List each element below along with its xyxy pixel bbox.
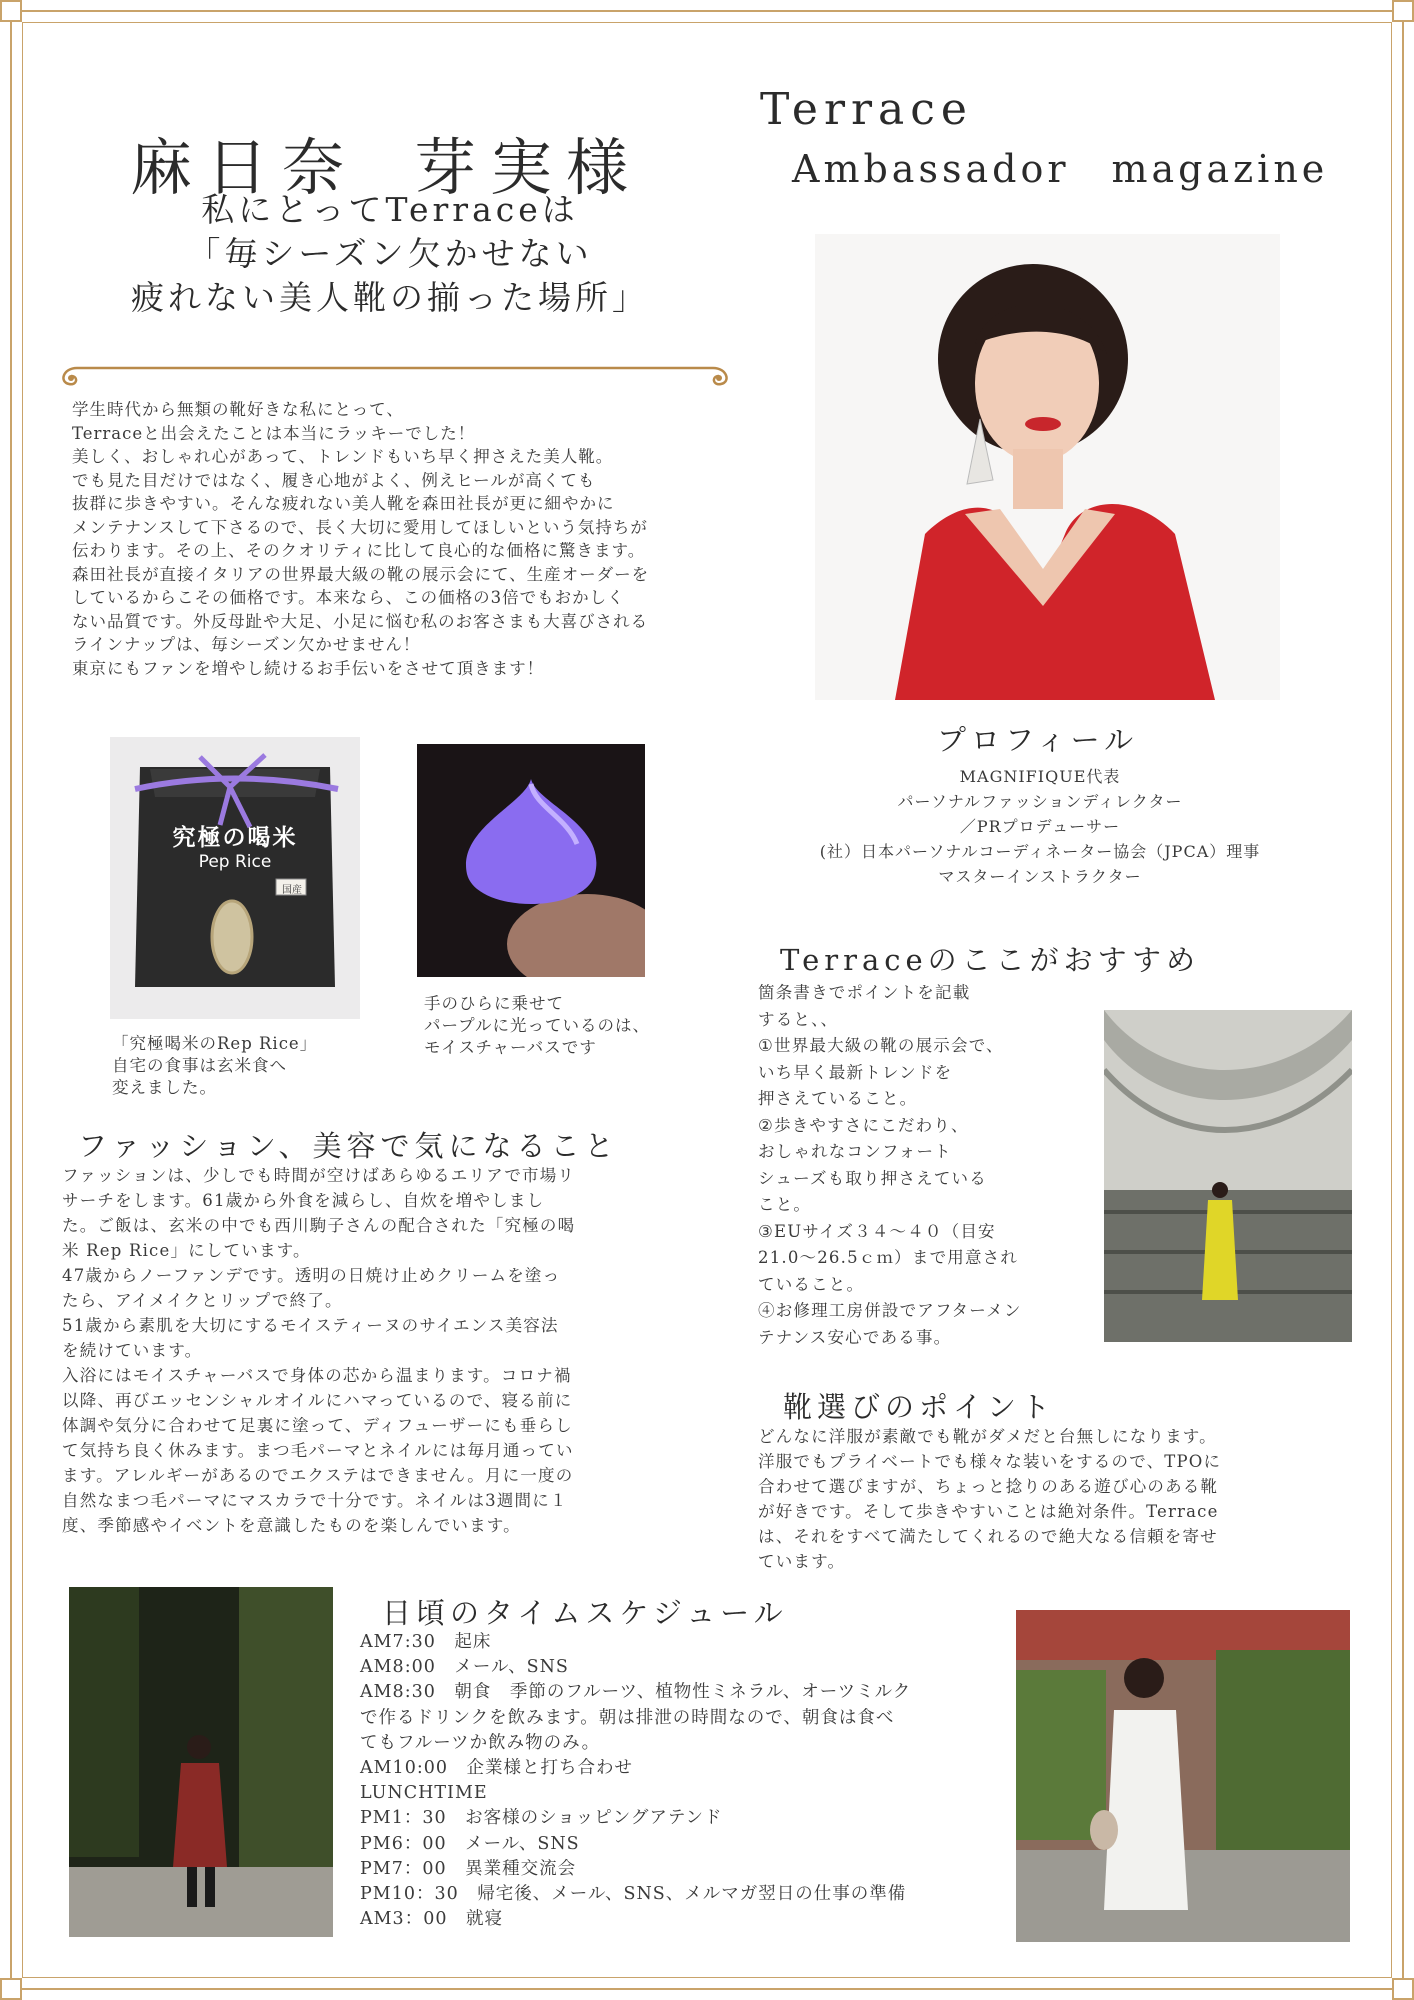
schedule-item: AM8:30 朝食 季節のフルーツ、植物性ミネラル、オーツミルク で作るドリンクを飲みます。朝は排泄の時間なので、朝食は食べ てもフルーツか飲み物のみ。 [360, 1682, 912, 1753]
tagline-line: 「毎シーズン欠かせない [187, 234, 593, 273]
tagline-line: 疲れない美人靴の揃った場所」 [131, 278, 649, 317]
rice-package-subtitle: Pep Rice [198, 852, 272, 872]
forum-building-photo [1104, 1010, 1352, 1342]
magazine-title: Terrace [760, 84, 973, 135]
shoes-text: どんなに洋服が素敵でも靴がダメだと台無しになります。 洋服でもプライベートでも様々な装いをするので、TPOに 合わせて選びますが、ちょっと捻りのある遊び心のある靴 が好きです。そして歩きやすいことは絶対条件。Terrace は、それをすべて満たしてくれるので絶大なる信頼を寄せ ています。 [758, 1427, 1222, 1571]
corner-ornament [1392, 1978, 1414, 2000]
intro-text: 学生時代から無類の靴好きな私にとって、 Terraceと出会えたことは本当にラッキーでした！ 美しく、おしゃれ心があって、トレンドもいち早く押さえた美人靴。 でも見た目だけではなく、履き心地がよく、例えヒールが高くても 抜群に歩きやすい。そんな疲れない美人靴を森田社長が更に細やかに メンテナンスして下さるので、長く大切に愛用してほしいという気持ちが 伝わります。その上、そのクオリティに比して良心的な価格に驚きます。 森田社長が直接イタリアの世界最大級の靴の展示会にて、生産オーダーを しているからこその価格です。本来なら、この価格の3倍でもおかしく ない品質です。外反母趾や大足、小足に悩む私のお客さまも大喜びされる ラインナップは、毎シーズン欠かせません！ 東京にもファンを増やし続けるお手伝いをさせて頂きます！ [72, 400, 650, 678]
corner-ornament [0, 0, 22, 22]
schedule-item: PM1：30 お客様のショッピングアテンド [360, 1808, 723, 1829]
recommend-text: 箇条書きでポイントを記載 すると、、 ①世界最大級の靴の展示会で、 いち早く最新トレンドを 押さえていること。 ②歩きやすさにこだわり、 おしゃれなコンフォート シューズも取り押さえている こと。 ③EUサイズ３４～４０（目安 21.0～26.5ｃｍ）まで用意され ていること。 ④お修理工房併設でアフターメン テナンス安心である事。 [758, 983, 1022, 1347]
schedule-item: PM6：00 メール、SNS [360, 1833, 580, 1854]
shoes-heading: 靴選びのポイント [783, 1390, 1056, 1424]
garden-photo [69, 1587, 333, 1937]
schedule-item: AM10:00 企業様と打ち合わせ [360, 1758, 633, 1779]
magazine-subtitle: Ambassador magazine [792, 147, 1329, 191]
profile-line: パーソナルファッションディレクター [897, 792, 1183, 811]
ornament-divider [55, 360, 735, 390]
schedule-item: LUNCHTIME [360, 1783, 488, 1804]
corner-ornament [0, 1978, 22, 2000]
rice-package-photo [110, 737, 360, 1019]
schedule-heading: 日頃のタイムスケジュール [382, 1596, 788, 1630]
profile-details [740, 764, 1340, 889]
profile-line: (社）日本パーソナルコーディネーター協会（JPCA）理事 [819, 842, 1261, 861]
profile-line: MAGNIFIQUE代表 [959, 767, 1121, 786]
tagline-line: 私にとってTerraceは [201, 190, 579, 229]
profile-line: マスターインストラクター [938, 867, 1142, 886]
schedule-item: AM8:00 メール、SNS [360, 1657, 569, 1678]
recommend-heading: Terraceのここがおすすめ [780, 943, 1200, 977]
white-outfit-photo [1016, 1610, 1350, 1942]
fashion-heading: ファッション、美容で気になること [78, 1129, 619, 1163]
rice-caption: 「究極喝米のRep Rice」 自宅の食事は玄米食へ 変えました。 [112, 1034, 318, 1097]
rice-package-title: 究極の喝米 [172, 825, 298, 851]
rice-package-badge: 国産 [282, 885, 302, 896]
profile-line: ／PRプロデューサー [959, 817, 1121, 836]
schedule-item: PM10：30 帰宅後、メール、SNS、メルマガ翌日の仕事の準備 [360, 1884, 907, 1905]
schedule-list [360, 1630, 1000, 1932]
schedule-item: PM7：00 異業種交流会 [360, 1858, 577, 1879]
name-second: 芽実様 [414, 131, 643, 204]
name-first: 麻日奈 [130, 131, 359, 204]
schedule-item: AM3：00 就寝 [360, 1909, 503, 1930]
tagline [60, 188, 720, 320]
moisture-bath-photo [417, 744, 645, 977]
fashion-text: ファッションは、少しでも時間が空けばあらゆるエリアで市場リ サーチをします。61歳から外食を減らし、自炊を増やしまし た。ご飯は、玄米の中でも西川駒子さんの配合された「究極の喝 米 Rep Rice」にしています。 47歳からノーファンデです。透明の日焼け止めクリームを塗っ たら、アイメイクとリップで終了。 51歳から素肌を大切にするモイスティーヌのサイエンス美容法 を続けています。 入浴にはモイスチャーバスで身体の芯から温まります。コロナ禍 以降、再びエッセンシャルオイルにハマっているので、寝る前に 体調や気分に合わせて足裏に塗って、ディフューザーにも垂らし て気持ち良く休みます。まつ毛パーマとネイルには毎月通ってい ます。アレルギーがあるのでエクステはできません。月に一度の 自然なまつ毛パーマにマスカラで十分です。ネイルは3週間に１ 度、季節感やイベントを意識したものを楽しんでいます。 [62, 1166, 576, 1535]
schedule-item: AM7:30 起床 [360, 1632, 492, 1652]
corner-ornament [1392, 0, 1414, 22]
portrait-photo [815, 234, 1280, 700]
bath-caption: 手のひらに乗せて パープルに光っているのは、 モイスチャーバスです [424, 994, 651, 1057]
profile-heading: プロフィール [937, 723, 1139, 757]
